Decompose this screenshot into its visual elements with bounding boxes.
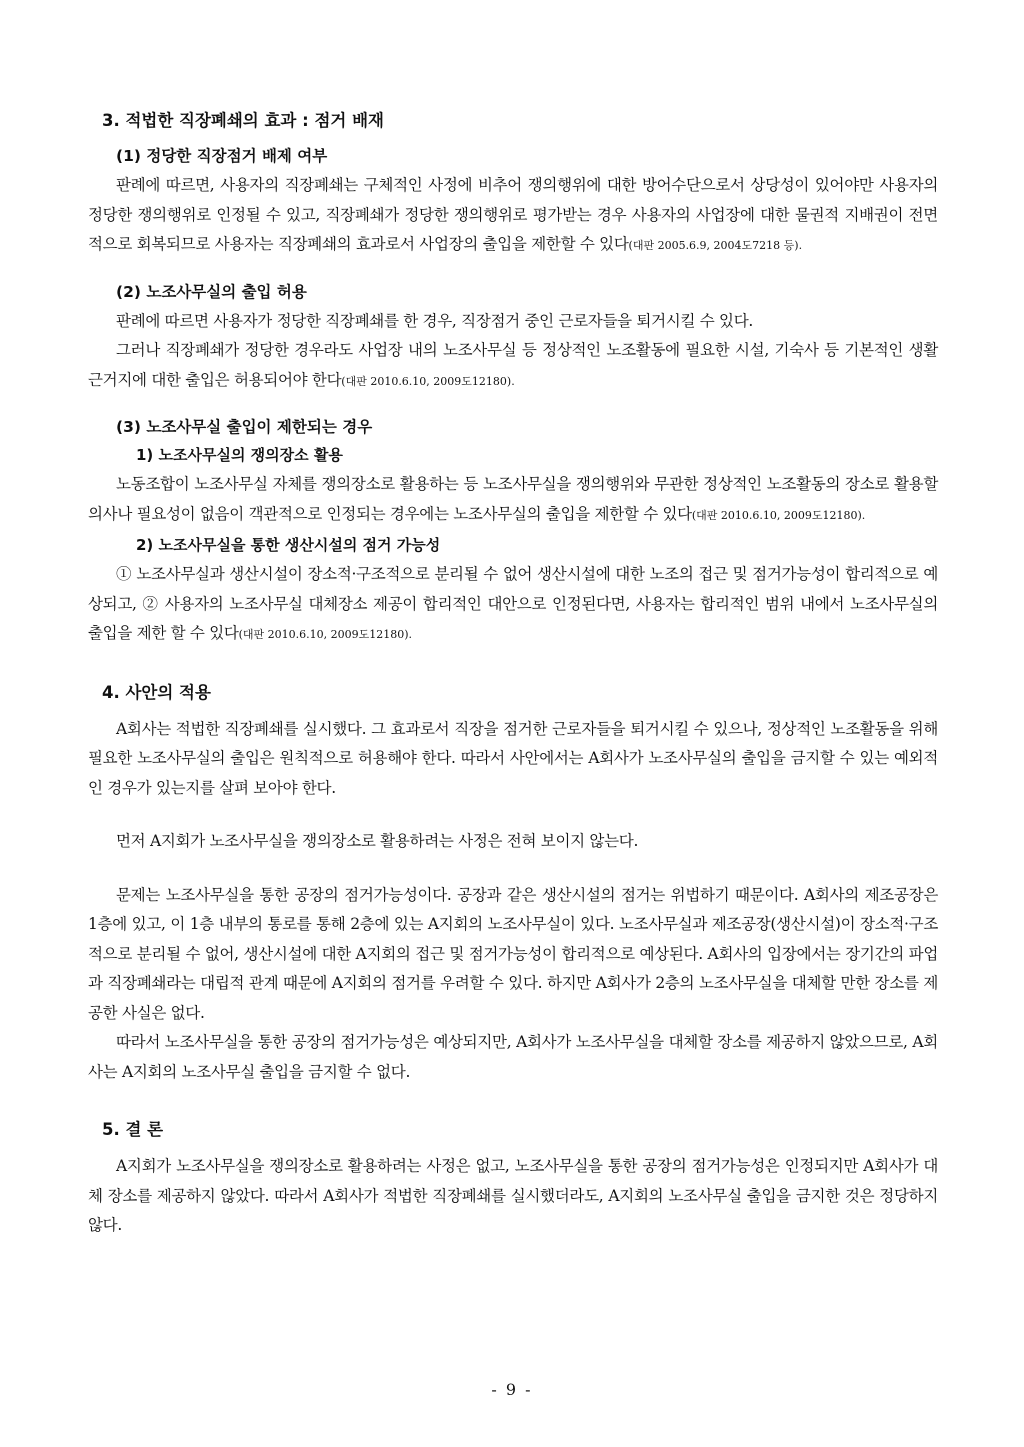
item-1-paragraph: 노동조합이 노조사무실 자체를 쟁의장소로 활용하는 등 노조사무실을 쟁의행위와 무관한 정상적인 노조활동의 장소로 활용할 의사나 필요성이 없음이 객관적으로 인정되는 경우에는 노조사무실의 출입을 제한할 수 있다(대판 2010.6.10, 2009도12180). bbox=[88, 475, 938, 523]
item-1-heading: 1) 노조사무실의 쟁의장소 활용 bbox=[136, 446, 343, 464]
page-number: - 9 - bbox=[491, 1380, 533, 1399]
section-4-paragraph-1: A회사는 적법한 직장폐쇄를 실시했다. 그 효과로서 직장을 점거한 근로자들을 퇴거시킬 수 있으나, 정상적인 노조활동을 위해 필요한 노조사무실의 출입은 원칙적으로 허용해야 한다. 따라서 사안에서는 A회사가 노조사무실의 출입을 금지할 수 있는 예외적인 경우가 있는지를 살펴 보아야 한다. bbox=[88, 719, 938, 797]
subsection-3-2-paragraph-1: 판례에 따르면 사용자가 정당한 직장폐쇄를 한 경우, 직장점거 중인 근로자들을 퇴거시킬 수 있다. bbox=[116, 311, 754, 330]
subsection-3-1-paragraph: 판례에 따르면, 사용자의 직장폐쇄는 구체적인 사정에 비추어 쟁의행위에 대한 방어수단으로서 상당성이 있어야만 사용자의 정당한 쟁의행위로 인정될 수 있고, 직장폐쇄가 정당한 쟁의행위로 평가받는 경우 사용자의 사업장에 대한 물권적 지배권이 전면적으로 회복되므로 사용자는 직장폐쇄의 효과로서 사업장의 출입을 제한할 수 있다(대판 2005.6.9, 2004도7218 등). bbox=[88, 176, 938, 253]
subsection-3-2-heading: (2) 노조사무실의 출입 허용 bbox=[116, 282, 307, 301]
subsection-3-2-paragraph-2: 그러나 직장폐쇄가 정당한 경우라도 사업장 내의 노조사무실 등 정상적인 노조활동에 필요한 시설, 기숙사 등 기본적인 생활근거지에 대한 출입은 허용되어야 한다(대판 2010.6.10, 2009도12180). bbox=[88, 341, 938, 389]
case-citation: (대판 2005.6.9, 2004도7218 등). bbox=[628, 239, 803, 252]
section-5-paragraph: A지회가 노조사무실을 쟁의장소로 활용하려는 사정은 없고, 노조사무실을 통한 공장의 점거가능성은 인정되지만 A회사가 대체 장소를 제공하지 않았다. 따라서 A회사가 적법한 직장폐쇄를 실시했더라도, A지회의 노조사무실 출입을 금지한 것은 정당하지 않다. bbox=[88, 1157, 938, 1234]
section-5-heading: 5. 결 론 bbox=[102, 1120, 164, 1139]
item-2-heading: 2) 노조사무실을 통한 생산시설의 점거 가능성 bbox=[136, 536, 441, 554]
section-4-paragraph-3: 문제는 노조사무실을 통한 공장의 점거가능성이다. 공장과 같은 생산시설의 점거는 위법하기 때문이다. A회사의 제조공장은 1층에 있고, 이 1층 내부의 통로를 통해 2층에 있는 A지회의 노조사무실이 있다. 노조사무실과 제조공장(생산시설)이 장소적·구조적으로 분리될 수 없어, 생산시설에 대한 A지회의 접근 및 점거가능성이 합리적으로 예상된다. A회사의 입장에서는 장기간의 파업과 직장폐쇄라는 대립적 관계 때문에 A지회의 점거를 우려할 수 있다. 하지만 A회사가 2층의 노조사무실을 대체할 만한 장소를 제공한 사실은 없다. bbox=[88, 885, 938, 1022]
section-3-heading: 3. 적법한 직장폐쇄의 효과 : 점거 배재 bbox=[102, 111, 384, 130]
case-citation: (대판 2010.6.10, 2009도12180). bbox=[238, 628, 412, 641]
section-4-paragraph-2: 먼저 A지회가 노조사무실을 쟁의장소로 활용하려는 사정은 전혀 보이지 않는다. bbox=[116, 832, 639, 850]
case-citation: (대판 2010.6.10, 2009도12180). bbox=[341, 374, 515, 388]
subsection-3-1-heading: (1) 정당한 직장점거 배제 여부 bbox=[116, 147, 328, 165]
case-citation: (대판 2010.6.10, 2009도12180). bbox=[691, 508, 866, 522]
section-4-heading: 4. 사안의 적용 bbox=[102, 682, 211, 702]
document-page bbox=[88, 108, 938, 1241]
item-2-paragraph: ① 노조사무실과 생산시설이 장소적·구조적으로 분리될 수 없어 생산시설에 대한 노조의 접근 및 점거가능성이 합리적으로 예상되고, ② 사용자의 노조사무실 대체장소 제공이 합리적인 대안으로 인정된다면, 사용자는 합리적인 범위 내에서 노조사무실의 출입을 제한 할 수 있다(대판 2010.6.10, 2009도12180). bbox=[88, 565, 938, 642]
subsection-3-3-heading: (3) 노조사무실 출입이 제한되는 경우 bbox=[116, 418, 373, 436]
section-4-paragraph-4: 따라서 노조사무실을 통한 공장의 점거가능성은 예상되지만, A회사가 노조사무실을 대체할 장소를 제공하지 않았으므로, A회사는 A지회의 노조사무실 출입을 금지할 수 없다. bbox=[88, 1033, 938, 1081]
